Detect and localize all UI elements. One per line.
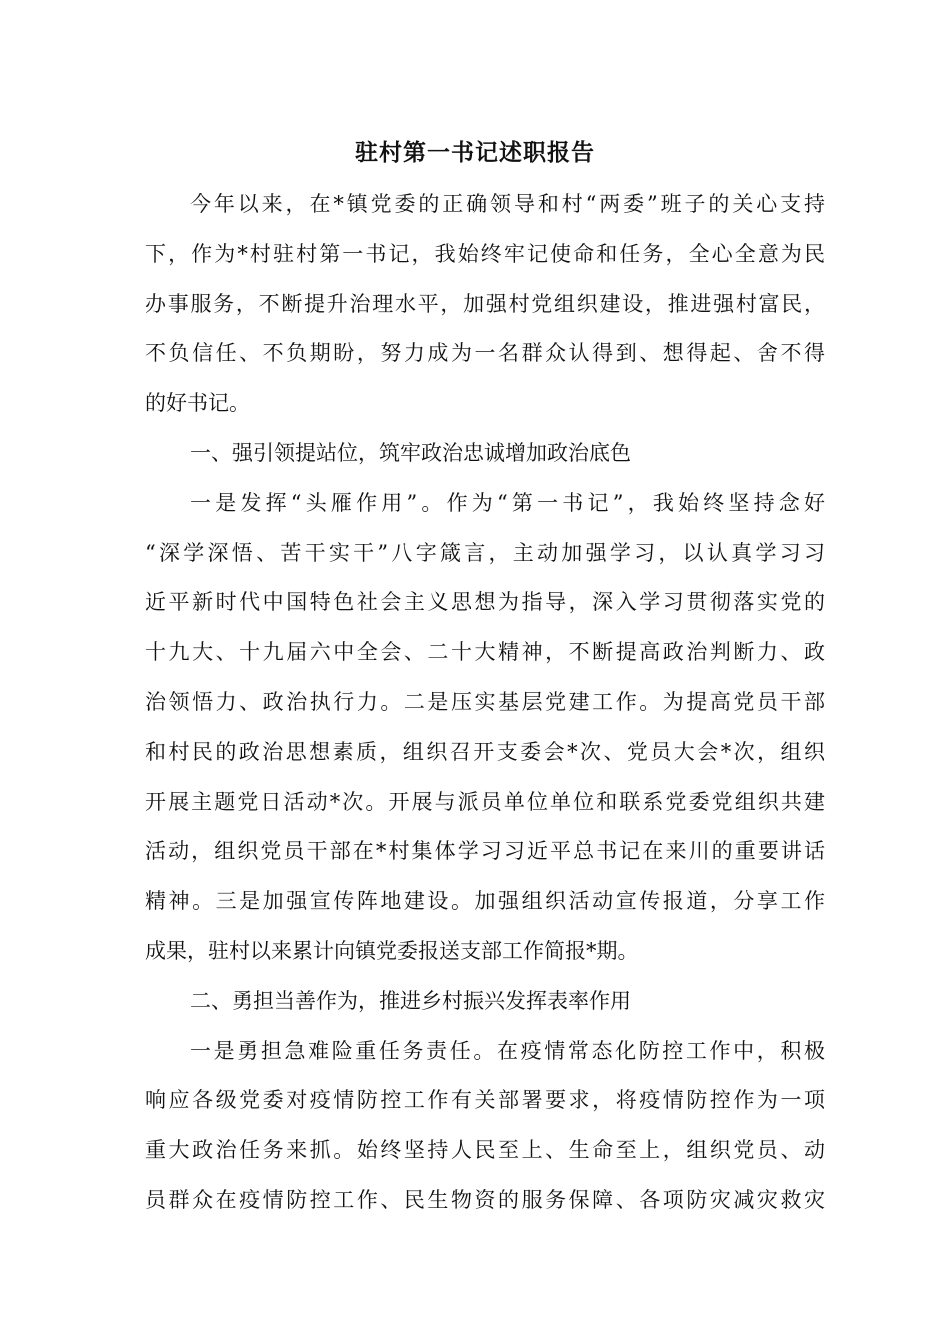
body-line: “深学深悟、苦干实干”八字箴言，主动加强学习，以认真学习习 bbox=[145, 540, 825, 565]
body-line: 一是勇担急难险重任务责任。在疫情常态化防控工作中，积极 bbox=[190, 1038, 825, 1063]
body-line: 一是发挥“头雁作用”。作为“第一书记”，我始终坚持念好 bbox=[190, 490, 825, 515]
body-line: 治领悟力、政治执行力。二是压实基层党建工作。为提高党员干部 bbox=[145, 690, 825, 714]
body-line: 重大政治任务来抓。始终坚持人民至上、生命至上，组织党员、动 bbox=[145, 1138, 825, 1163]
body-line: 一、强引领提站位，筑牢政治忠诚增加政治底色 bbox=[190, 441, 631, 465]
body-line: 二、勇担当善作为，推进乡村振兴发挥表率作用 bbox=[190, 988, 631, 1013]
document-title: 驻村第一书记述职报告 bbox=[355, 139, 595, 166]
body-line: 精神。三是加强宣传阵地建设。加强组织活动宣传报道，分享工作 bbox=[145, 889, 825, 914]
body-line: 今年以来，在*镇党委的正确领导和村“两委”班子的关心支持 bbox=[190, 192, 825, 216]
body-line: 开展主题党日活动*次。开展与派员单位单位和联系党委党组织共建 bbox=[145, 789, 825, 814]
body-line: 活动，组织党员干部在*村集体学习习近平总书记在来川的重要讲话 bbox=[145, 839, 825, 864]
body-line: 成果，驻村以来累计向镇党委报送支部工作简报*期。 bbox=[145, 939, 639, 963]
body-line: 下，作为*村驻村第一书记，我始终牢记使命和任务，全心全意为民 bbox=[145, 241, 825, 266]
body-line: 和村民的政治思想素质，组织召开支委会*次、党员大会*次，组织 bbox=[145, 739, 825, 764]
body-line: 响应各级党委对疫情防控工作有关部署要求，将疫情防控作为一项 bbox=[145, 1088, 825, 1113]
body-line: 近平新时代中国特色社会主义思想为指导，深入学习贯彻落实党的 bbox=[145, 590, 825, 615]
body-line: 的好书记。 bbox=[145, 391, 250, 416]
body-line: 办事服务，不断提升治理水平，加强村党组织建设，推进强村富民， bbox=[145, 291, 825, 316]
body-line: 员群众在疫情防控工作、民生物资的服务保障、各项防灾减灾救灾 bbox=[145, 1188, 825, 1212]
body-line: 不负信任、不负期盼，努力成为一名群众认得到、想得起、舍不得 bbox=[145, 341, 825, 366]
body-line: 十九大、十九届六中全会、二十大精神，不断提高政治判断力、政 bbox=[145, 640, 825, 665]
